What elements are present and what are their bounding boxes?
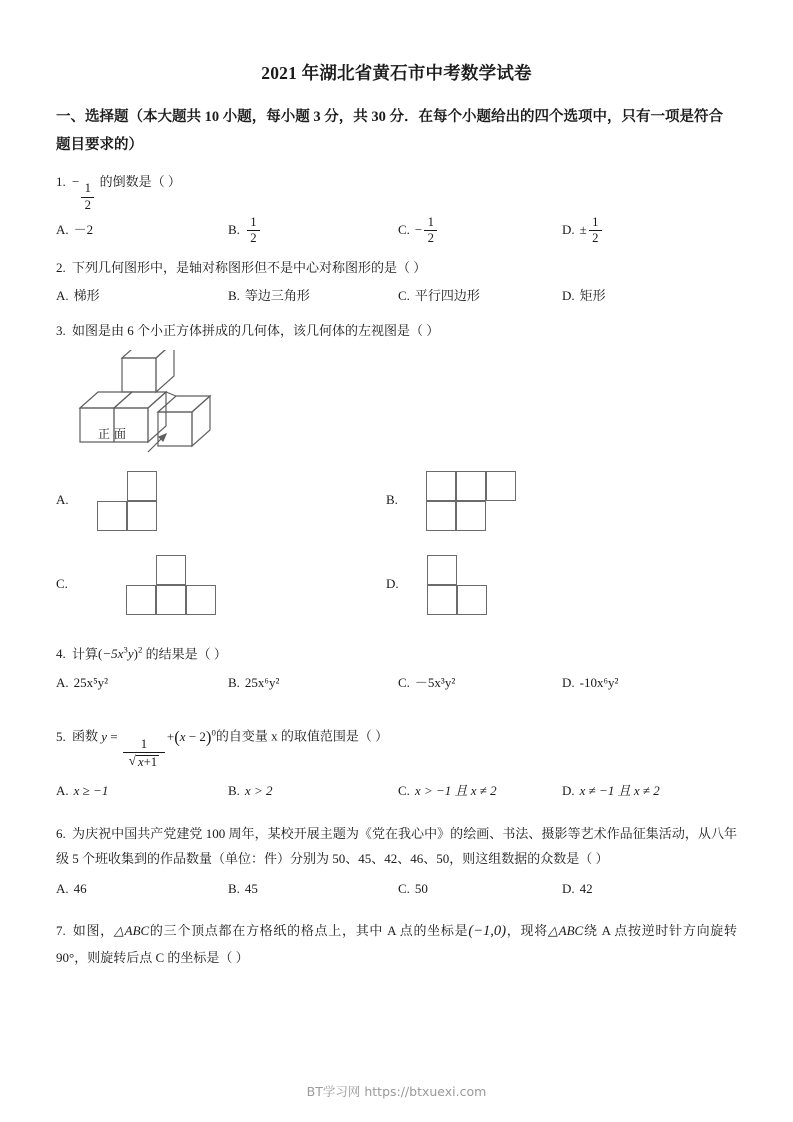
grid-square <box>457 585 487 615</box>
q3-option-d-label: D. <box>386 576 399 592</box>
grid-square <box>156 555 186 585</box>
grid-blank <box>97 471 127 501</box>
question-3-number: 3. <box>56 322 66 338</box>
q2-option-c-value: 平行四边形 <box>414 288 480 304</box>
q6-option-c-value: 50 <box>414 881 428 897</box>
question-4-number: 4. <box>56 645 66 661</box>
q5-option-b-label: B. <box>228 783 240 799</box>
q6-option-c-label: C. <box>398 881 410 897</box>
section-heading: 一、选择题（本大题共 10 小题，每小题 3 分，共 30 分．在每个小题给出的四个选项中，只有一项是符合题目要求的） <box>56 109 723 154</box>
grid-square <box>426 501 456 531</box>
q1-fraction <box>81 182 94 212</box>
grid-square <box>97 501 127 531</box>
question-4-options <box>56 671 737 696</box>
question-6-stem <box>56 822 737 871</box>
q7-stem-part3: ，现将 <box>506 923 548 939</box>
grid-square <box>126 585 156 615</box>
question-7-stem <box>56 918 737 970</box>
q1-option-b[interactable] <box>228 216 398 246</box>
question-4-stem <box>56 642 737 667</box>
q2-option-b-value: 等边三角形 <box>244 288 310 304</box>
q3-option-d-shape <box>427 555 487 615</box>
q6-option-a[interactable] <box>56 877 228 902</box>
q7-stem-part2: 的三个顶点都在方格纸的格点上，其中 A 点的坐标是 <box>149 923 469 939</box>
q5-stem-prefix: 函数 <box>72 729 99 745</box>
q4-option-c[interactable] <box>398 671 562 696</box>
q6-option-b[interactable] <box>228 877 398 902</box>
q5-option-a-label: A. <box>56 783 69 799</box>
q4-option-b[interactable] <box>228 671 398 696</box>
q1-option-b-numerator: 1 <box>250 214 257 229</box>
q1-option-c-numerator: 1 <box>427 214 434 229</box>
q7-stem-part1: 如图， <box>72 923 114 939</box>
grid-square <box>127 471 157 501</box>
q5-stem-suffix: 的自变量 x 的取值范围是（ ） <box>215 729 389 745</box>
question-2-options <box>56 284 737 309</box>
q6-option-a-label: A. <box>56 881 69 897</box>
q3-option-a-label: A. <box>56 492 69 508</box>
grid-blank <box>486 501 516 531</box>
grid-square <box>486 471 516 501</box>
q1-option-d-numerator: 1 <box>592 214 599 229</box>
q1-frac-denominator: 2 <box>84 197 92 212</box>
q1-option-b-fraction <box>247 216 260 246</box>
q1-option-c-sign: − <box>414 222 423 238</box>
q5-fraction <box>123 738 165 770</box>
q1-option-d-fraction <box>589 216 602 246</box>
q4-option-a-label: A. <box>56 674 69 690</box>
q4-option-c-label: C. <box>398 674 410 690</box>
q1-option-d-denominator: 2 <box>592 231 599 246</box>
q6-option-c[interactable] <box>398 877 562 902</box>
q4-option-d-label: D. <box>562 674 575 690</box>
q2-option-a-value: 梯形 <box>73 288 100 304</box>
q1-option-c-denominator: 2 <box>427 231 434 246</box>
q6-option-d-label: D. <box>562 881 575 897</box>
question-1 <box>56 170 737 246</box>
q7-triangle-abc-2: △ABC <box>547 923 584 939</box>
q3-option-d[interactable] <box>386 554 487 616</box>
q1-option-a-label: A. <box>56 222 69 238</box>
q2-option-d-value: 矩形 <box>579 288 606 304</box>
q3-option-b-shape <box>426 471 516 531</box>
question-5 <box>56 715 737 804</box>
question-1-number: 1. <box>56 173 66 189</box>
q4-option-a[interactable] <box>56 671 228 696</box>
q7-stem-part4: 绕 A 点按逆时针方向旋转 90°，则旋转后点 C 的坐标是（ ） <box>56 923 738 965</box>
question-3 <box>56 319 737 616</box>
q3-option-c-shape <box>126 555 216 615</box>
q2-stem-text: 下列几何图形中，是轴对称图形但不是中心对称图形的是（ ） <box>72 259 427 275</box>
q6-option-b-value: 45 <box>244 881 258 897</box>
question-1-options <box>56 216 737 246</box>
q5-option-d-value: x ≠ −1 且 x ≠ 2 <box>579 783 660 799</box>
question-3-stem <box>56 319 737 344</box>
q4-option-d-value: -10x⁶y² <box>579 674 619 690</box>
q7-coordinate-a: (−1,0) <box>468 923 507 940</box>
q6-option-d[interactable] <box>562 877 712 902</box>
q2-option-d-label: D. <box>562 288 575 304</box>
question-6-number: 6. <box>56 826 66 842</box>
sqrt-icon: √ x+1 <box>128 752 158 769</box>
q5-option-c-label: C. <box>398 783 410 799</box>
q1-option-b-denominator: 2 <box>250 231 257 246</box>
q1-option-b-label: B. <box>228 222 240 238</box>
grid-square <box>186 585 216 615</box>
q5-frac-denominator <box>126 754 163 769</box>
question-5-number: 5. <box>56 729 66 745</box>
grid-square <box>456 501 486 531</box>
q4-option-b-label: B. <box>228 674 240 690</box>
question-6-options <box>56 877 737 902</box>
question-5-options <box>56 779 737 804</box>
q4-stem-prefix: 计算 <box>72 645 99 661</box>
q3-option-c[interactable] <box>56 554 386 616</box>
question-2-number: 2. <box>56 259 66 275</box>
grid-square <box>156 585 186 615</box>
q2-option-b-label: B. <box>228 288 240 304</box>
q3-option-c-label: C. <box>56 576 68 592</box>
q5-option-c[interactable] <box>398 779 562 804</box>
grid-square <box>427 585 457 615</box>
q4-expression: $(-5x^3y)^2$ <box>98 644 143 661</box>
q1-option-d-label: D. <box>562 222 575 238</box>
q2-option-a-label: A. <box>56 288 69 304</box>
q1-option-a[interactable] <box>56 216 228 246</box>
q3-option-a[interactable] <box>56 470 386 532</box>
question-7 <box>56 918 737 970</box>
grid-square <box>426 471 456 501</box>
q6-option-a-value: 46 <box>73 881 87 897</box>
q3-options-row-1 <box>56 470 737 532</box>
q1-option-c-label: C. <box>398 222 410 238</box>
q2-option-a[interactable] <box>56 284 228 309</box>
question-2 <box>56 256 737 309</box>
q5-option-b[interactable] <box>228 779 398 804</box>
footer-watermark: BT学习网 https://btxuexi.com <box>306 1084 487 1099</box>
q2-option-b[interactable] <box>228 284 398 309</box>
q1-option-c-fraction <box>424 216 437 246</box>
q6-stem-text: 为庆祝中国共产党建党 100 周年，某校开展主题为《党在我心中》的绘画、书法、摄影等艺术作品征集活动，从八年级 5 个班收集到的作品数量（单位：件）分别为 50、45、42、46、50，则这组数据的众数是（ ） <box>56 826 737 866</box>
q5-option-c-value: x > −1 且 x ≠ 2 <box>414 783 497 799</box>
question-5-stem <box>56 715 737 769</box>
grid-blank <box>186 555 216 585</box>
question-7-number: 7. <box>56 923 66 939</box>
q7-triangle-abc-1: △ABC <box>113 923 150 939</box>
q5-option-a[interactable] <box>56 779 228 804</box>
q4-option-a-value: 25x⁵y² <box>73 674 109 690</box>
cube-solid-figure <box>70 350 737 458</box>
q5-option-d-label: D. <box>562 783 575 799</box>
q6-option-b-label: B. <box>228 881 240 897</box>
cube-solid-svg <box>70 350 250 458</box>
q3-options-row-2 <box>56 554 737 616</box>
q1-option-d[interactable] <box>562 216 712 246</box>
page-title: 2021 年湖北省黄石市中考数学试卷 <box>261 63 532 83</box>
q2-option-c[interactable] <box>398 284 562 309</box>
q5-frac-numerator: 1 <box>140 736 148 751</box>
question-1-stem <box>56 170 737 212</box>
q1-frac-numerator: 1 <box>84 181 92 196</box>
grid-blank <box>457 555 487 585</box>
grid-square <box>427 555 457 585</box>
q2-option-d[interactable] <box>562 284 712 309</box>
q3-option-b-label: B. <box>386 492 398 508</box>
q2-option-c-label: C. <box>398 288 410 304</box>
q5-formula: y = 1 √ x+1 $+(x - 2)^0$ <box>101 727 216 769</box>
q4-stem-suffix: 的结果是（ ） <box>145 645 227 661</box>
q3-stem-text: 如图是由 6 个小正方体拼成的几何体，该几何体的左视图是（ ） <box>72 322 440 338</box>
q1-option-c[interactable] <box>398 216 562 246</box>
question-2-stem <box>56 256 737 281</box>
q1-option-a-value: －2 <box>73 222 94 238</box>
q4-option-c-value: －5x³y² <box>414 674 456 690</box>
front-face-label: 正面 <box>98 426 131 441</box>
q3-option-a-shape <box>97 471 157 531</box>
q5-option-d[interactable] <box>562 779 712 804</box>
q1-stem-text: 的倒数是（ ） <box>99 173 181 189</box>
q5-option-b-value: x > 2 <box>244 783 273 799</box>
grid-blank <box>126 555 156 585</box>
question-6 <box>56 822 737 902</box>
q4-option-d[interactable] <box>562 671 712 696</box>
grid-square <box>127 501 157 531</box>
q5-option-a-value: x ≥ −1 <box>73 783 109 799</box>
q6-option-d-value: 42 <box>579 881 593 897</box>
q1-option-d-sign: ± <box>579 222 587 238</box>
grid-square <box>456 471 486 501</box>
q4-option-b-value: 25x⁶y² <box>244 674 280 690</box>
question-4 <box>56 642 737 696</box>
q1-sign: − <box>72 173 80 189</box>
q3-option-b[interactable] <box>386 470 516 532</box>
